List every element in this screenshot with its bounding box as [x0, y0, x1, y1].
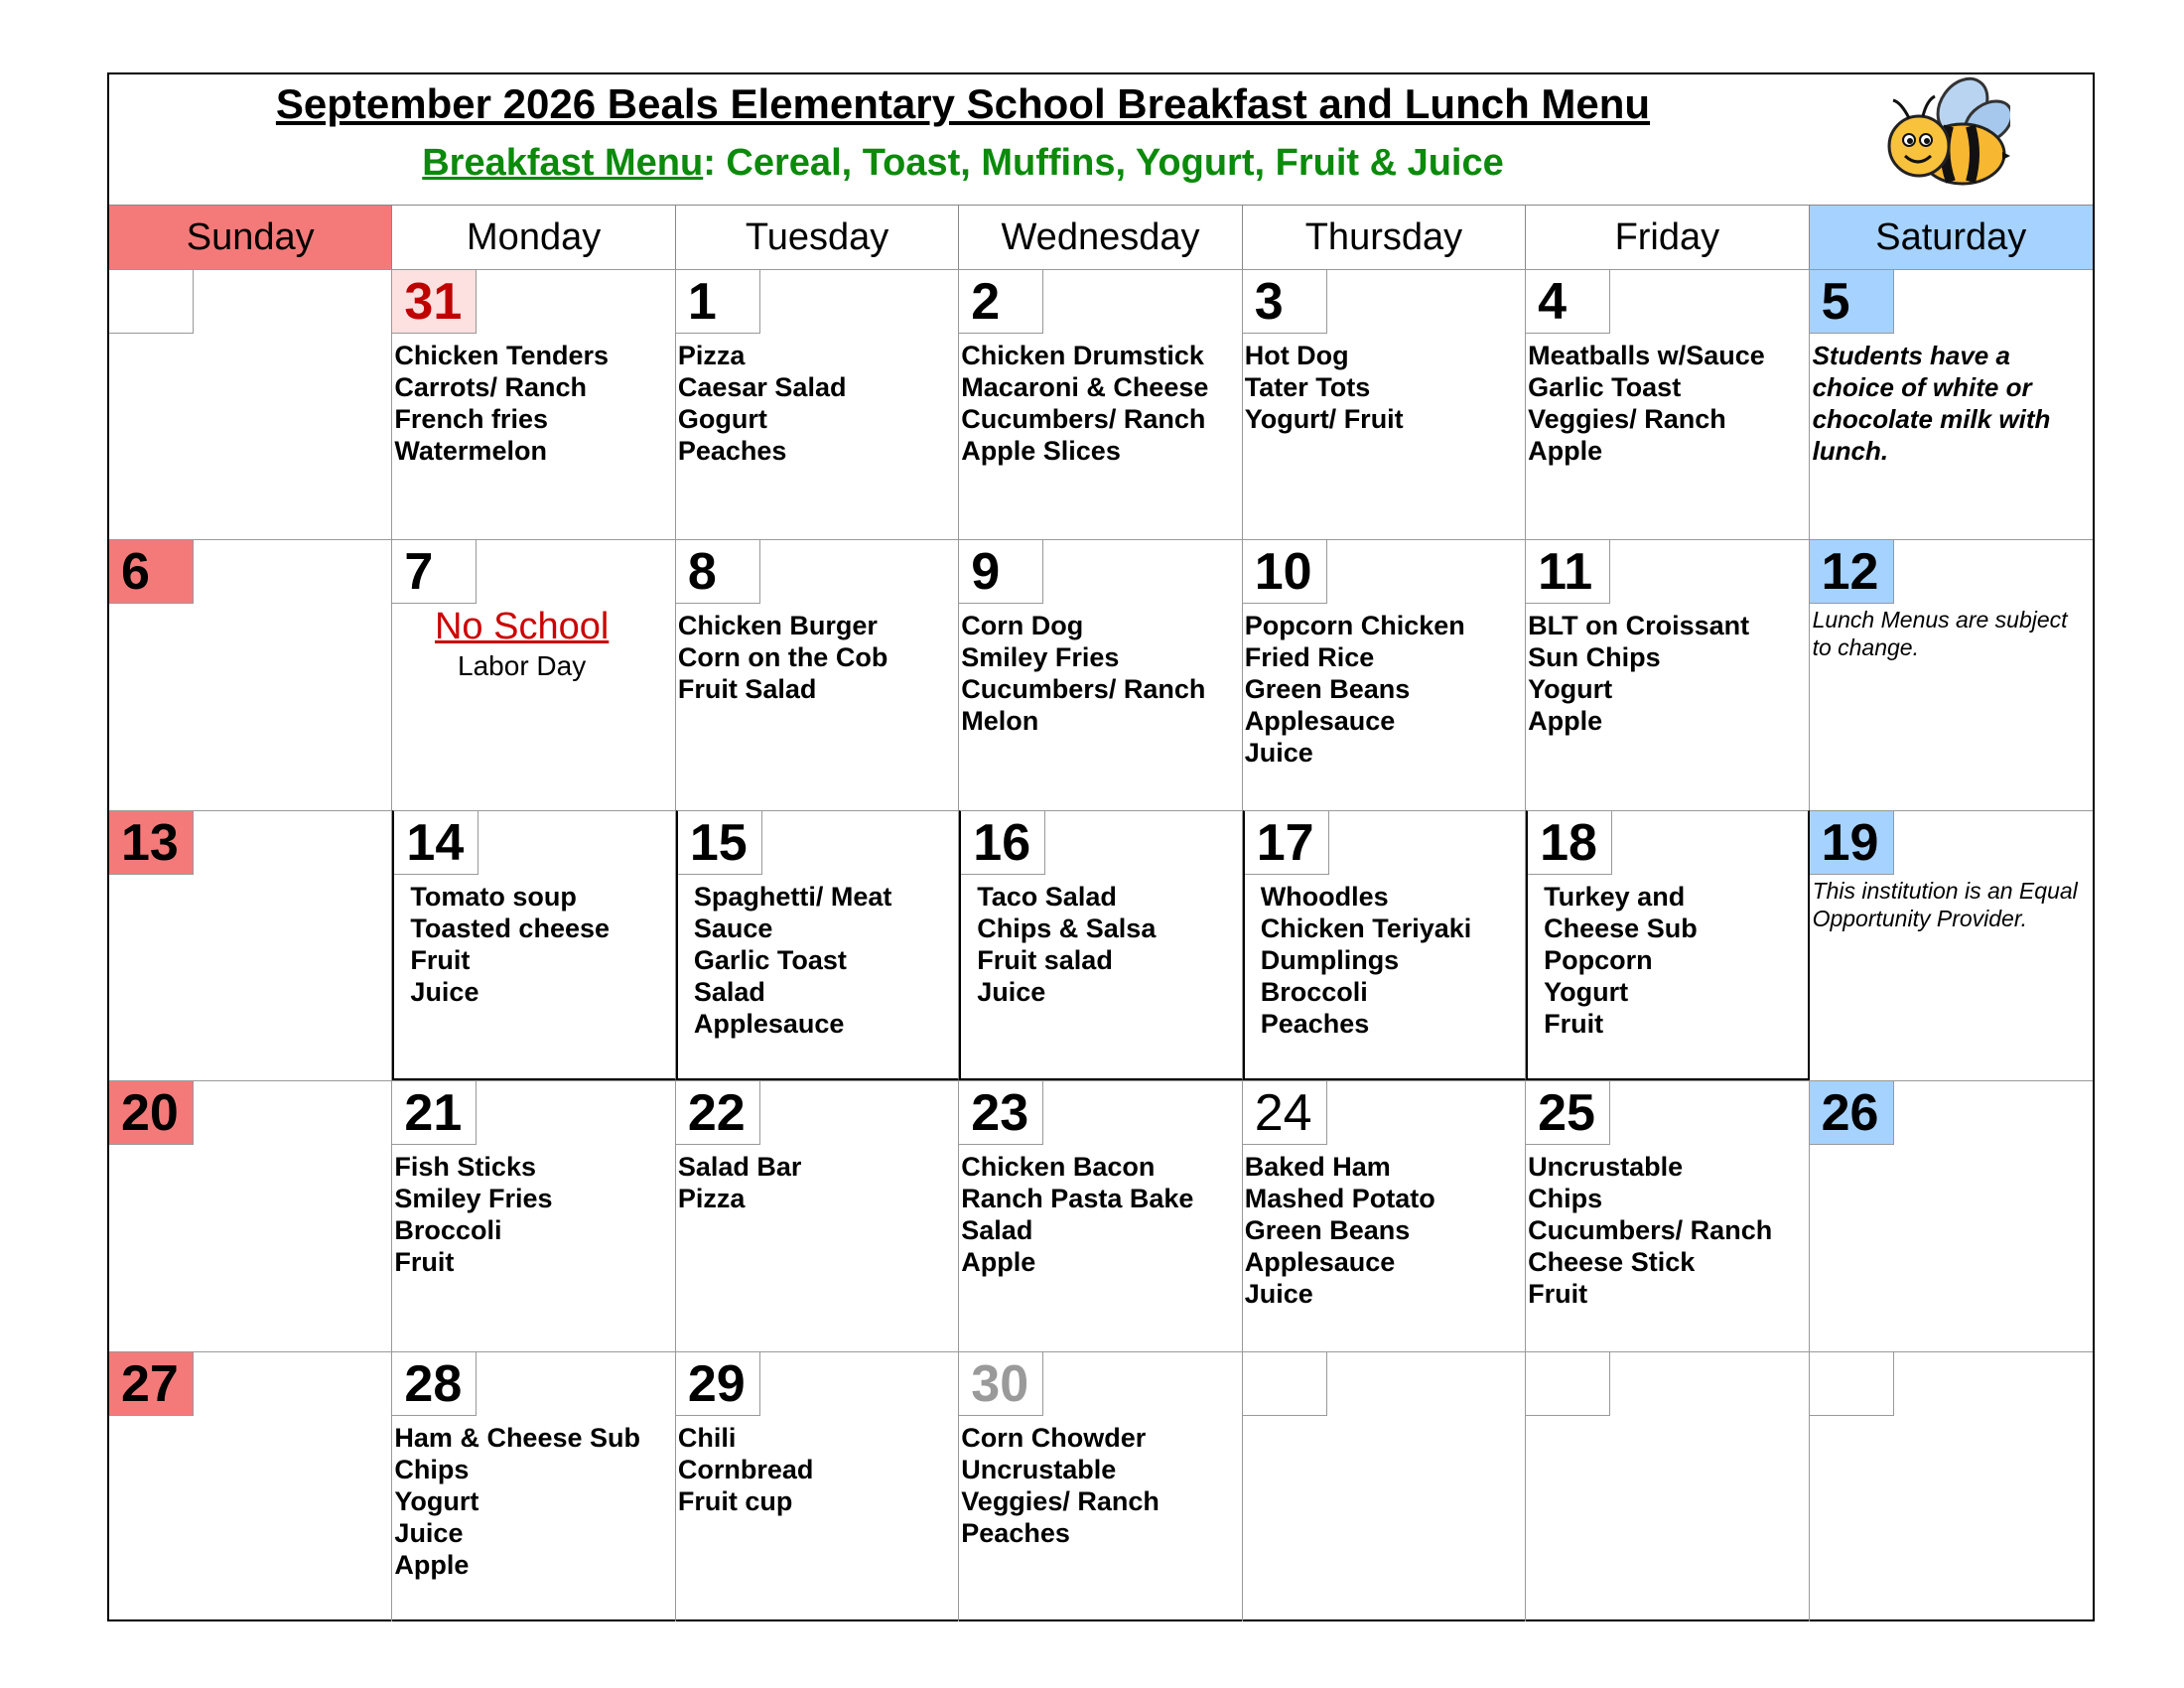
lunch-menu-items: Chicken Drumstick Macaroni & Cheese Cucumbers/ Ranch Apple Slices: [961, 341, 1209, 466]
calendar-cell: [1243, 1080, 1526, 1350]
day-number: [109, 270, 194, 334]
calendar-cell: [1243, 539, 1526, 809]
day-number: 10: [1243, 540, 1327, 604]
day-header-thursday: Thursday: [1243, 205, 1526, 269]
day-number: [1243, 1352, 1327, 1416]
day-number: 27: [109, 1352, 194, 1416]
day-number: 21: [392, 1081, 477, 1145]
day-number: 3: [1243, 270, 1327, 334]
calendar-note: Students have a choice of white or chocolate milk with lunch.: [1812, 341, 2051, 466]
calendar-cell: [1526, 1080, 1809, 1350]
day-number: 31: [392, 270, 477, 334]
calendar-cell: [109, 269, 392, 539]
lunch-menu-items: Chili Cornbread Fruit cup: [677, 1422, 814, 1516]
lunch-menu-items: Whoodles Chicken Teriyaki Dumplings Broccoli Peaches: [1260, 881, 1472, 1039]
breakfast-menu-line: [109, 142, 1817, 185]
lunch-menu-items: Uncrustable Chips Cucumbers/ Ranch Cheese Stick Fruit: [1528, 1152, 1773, 1310]
day-number: 15: [678, 811, 762, 875]
day-number: 13: [109, 811, 194, 875]
lunch-menu-items: Baked Ham Mashed Potato Green Beans Applesauce Juice: [1244, 1152, 1435, 1310]
day-number: 2: [959, 270, 1043, 334]
day-number: [1810, 1352, 1894, 1416]
day-number: 16: [961, 811, 1045, 875]
lunch-menu-items: Turkey and Cheese Sub Popcorn Yogurt Fruit: [1544, 881, 1698, 1039]
calendar-header: [109, 74, 2093, 205]
day-number: 24: [1243, 1081, 1327, 1145]
day-number: 9: [959, 540, 1043, 604]
day-number: 4: [1526, 270, 1610, 334]
bee-icon: [1871, 74, 2010, 199]
lunch-menu-items: Meatballs w/Sauce Garlic Toast Veggies/ Ranch Apple: [1528, 341, 1765, 466]
day-header-sunday: Sunday: [109, 205, 392, 269]
calendar-cell: [109, 1080, 392, 1350]
calendar-cell: [1526, 810, 1809, 1080]
calendar-cell: [1810, 539, 2093, 809]
lunch-menu-items: Spaghetti/ Meat Sauce Garlic Toast Salad Applesauce: [693, 881, 892, 1039]
day-number: 25: [1526, 1081, 1610, 1145]
day-number: 1: [676, 270, 760, 334]
calendar-cell: [392, 539, 675, 809]
no-school-notice: [392, 604, 650, 683]
lunch-menu-items: Corn Dog Smiley Fries Cucumbers/ Ranch Melon: [961, 611, 1206, 737]
calendar-cell: [676, 539, 959, 809]
day-number: 8: [676, 540, 760, 604]
day-number: 26: [1810, 1081, 1894, 1145]
day-number: 18: [1528, 811, 1612, 875]
calendar-cell: [392, 1080, 675, 1350]
calendar-note: Lunch Menus are subject to change.: [1812, 607, 2068, 661]
calendar-cell: [1810, 269, 2093, 539]
calendar-cell: [959, 1351, 1242, 1621]
day-header-friday: Friday: [1526, 205, 1809, 269]
day-header-tuesday: Tuesday: [676, 205, 959, 269]
day-number: 7: [392, 540, 477, 604]
calendar-cell: [1243, 810, 1526, 1080]
day-number: 22: [676, 1081, 760, 1145]
holiday-label: Labor Day: [458, 650, 587, 682]
no-school-label: No School: [434, 606, 610, 648]
day-number: 29: [676, 1352, 760, 1416]
lunch-menu-items: Chicken Tenders Carrots/ Ranch French fries Watermelon: [394, 341, 609, 466]
day-header-monday: Monday: [392, 205, 675, 269]
calendar-cell: [1243, 269, 1526, 539]
calendar-cell: [1810, 810, 2093, 1080]
day-number: 12: [1810, 540, 1894, 604]
lunch-menu-items: Hot Dog Tater Tots Yogurt/ Fruit: [1244, 341, 1404, 434]
lunch-menu-items: BLT on Croissant Sun Chips Yogurt Apple: [1528, 611, 1750, 737]
calendar-cell: [1810, 1080, 2093, 1350]
day-number: 30: [959, 1352, 1043, 1416]
page-title: September 2026 Beals Elementary School Breakfast and Lunch Menu: [275, 80, 1651, 127]
calendar-cell: [1526, 269, 1809, 539]
calendar-cell: [392, 810, 675, 1080]
lunch-menu-items: Ham & Cheese Sub Chips Yogurt Juice Apple: [394, 1422, 640, 1580]
calendar-grid: [109, 205, 2093, 1621]
calendar-cell: [959, 539, 1242, 809]
menu-calendar: [107, 72, 2095, 1621]
day-number: 14: [394, 811, 478, 875]
calendar-cell: [1526, 1351, 1809, 1621]
day-header-saturday: Saturday: [1810, 205, 2093, 269]
day-number: 5: [1810, 270, 1894, 334]
lunch-menu-items: Chicken Burger Corn on the Cob Fruit Salad: [677, 611, 888, 705]
day-header-wednesday: Wednesday: [959, 205, 1242, 269]
day-number: 19: [1810, 811, 1894, 875]
lunch-menu-items: Corn Chowder Uncrustable Veggies/ Ranch Peaches: [961, 1422, 1160, 1548]
calendar-cell: [676, 1080, 959, 1350]
calendar-cell: [959, 1080, 1242, 1350]
lunch-menu-items: Popcorn Chicken Fried Rice Green Beans Applesauce Juice: [1244, 611, 1465, 769]
lunch-menu-items: Chicken Bacon Ranch Pasta Bake Salad Apple: [961, 1152, 1194, 1278]
breakfast-menu-items: : Cereal, Toast, Muffins, Yogurt, Fruit & Juice: [703, 142, 1504, 184]
lunch-menu-items: Taco Salad Chips & Salsa Fruit salad Juice: [977, 881, 1157, 1007]
calendar-cell: [959, 269, 1242, 539]
day-number: 28: [392, 1352, 477, 1416]
calendar-cell: [676, 810, 959, 1080]
calendar-cell: [109, 1351, 392, 1621]
day-number: 17: [1245, 811, 1329, 875]
lunch-menu-items: Pizza Caesar Salad Gogurt Peaches: [677, 341, 847, 466]
breakfast-menu-label: Breakfast Menu: [422, 142, 704, 184]
calendar-cell: [1526, 539, 1809, 809]
lunch-menu-items: Salad Bar Pizza: [677, 1152, 802, 1214]
calendar-note: This institution is an Equal Opportunity Provider.: [1812, 877, 2078, 931]
day-number: 11: [1526, 540, 1610, 604]
calendar-cell: [959, 810, 1242, 1080]
day-number: 23: [959, 1081, 1043, 1145]
calendar-cell: [392, 269, 675, 539]
day-number: 20: [109, 1081, 194, 1145]
calendar-cell: [1810, 1351, 2093, 1621]
calendar-cell: [109, 539, 392, 809]
lunch-menu-items: Tomato soup Toasted cheese Fruit Juice: [410, 881, 611, 1007]
day-number: [1526, 1352, 1610, 1416]
calendar-cell: [109, 810, 392, 1080]
day-number: 6: [109, 540, 194, 604]
calendar-cell: [676, 269, 959, 539]
calendar-cell: [676, 1351, 959, 1621]
calendar-cell: [1243, 1351, 1526, 1621]
calendar-cell: [392, 1351, 675, 1621]
lunch-menu-items: Fish Sticks Smiley Fries Broccoli Fruit: [394, 1152, 553, 1278]
